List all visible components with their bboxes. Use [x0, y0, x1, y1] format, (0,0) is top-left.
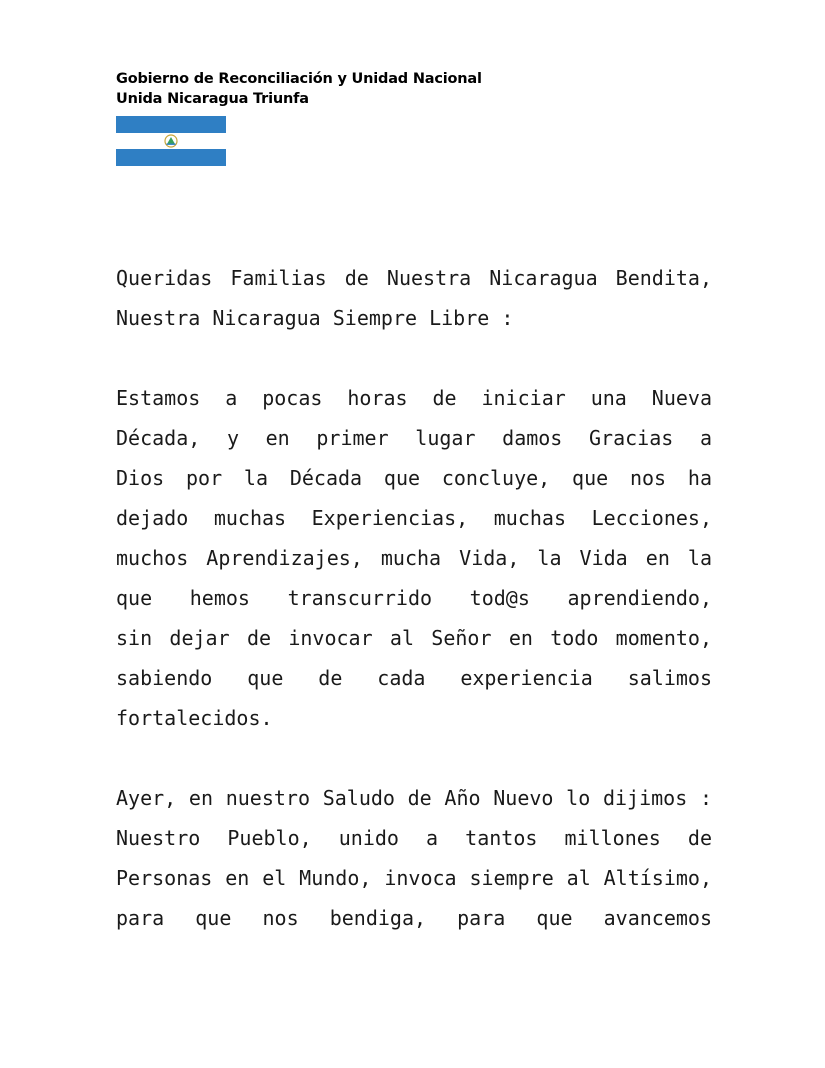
greeting-line: Nuestra Nicaragua Siempre Libre : — [116, 306, 514, 330]
government-slogan: Unida Nicaragua Triunfa — [116, 91, 309, 107]
body-paragraph-2 — [116, 778, 712, 938]
body-paragraph-1 — [116, 378, 712, 738]
text-line: sabiendo que de cada experiencia salimos — [116, 666, 712, 690]
government-name: Gobierno de Reconciliación y Unidad Nacional — [116, 71, 482, 87]
text-line: para que nos bendiga, para que avancemos — [116, 906, 712, 930]
nicaragua-flag-icon — [116, 116, 226, 166]
text-line: Personas en el Mundo, invoca siempre al Altísimo, — [116, 866, 712, 890]
text-line: Dios por la Década que concluye, que nos ha — [116, 466, 712, 490]
letter-body — [116, 258, 712, 978]
text-line: Ayer, en nuestro Saludo de Año Nuevo lo dijimos : — [116, 786, 712, 810]
text-line: dejado muchas Experiencias, muchas Lecciones, — [116, 506, 712, 530]
text-line: que hemos transcurrido tod@s aprendiendo, — [116, 586, 712, 610]
text-line: fortalecidos. — [116, 706, 273, 730]
text-line: Década, y en primer lugar damos Gracias a — [116, 426, 712, 450]
greeting-paragraph — [116, 258, 712, 338]
text-line: Estamos a pocas horas de iniciar una Nueva — [116, 386, 712, 410]
text-line: muchos Aprendizajes, mucha Vida, la Vida en la — [116, 546, 712, 570]
letterhead — [116, 69, 482, 109]
greeting-line: Queridas Familias de Nuestra Nicaragua Bendita, — [116, 266, 712, 290]
text-line: Nuestro Pueblo, unido a tantos millones de — [116, 826, 712, 850]
text-line: sin dejar de invocar al Señor en todo momento, — [116, 626, 712, 650]
